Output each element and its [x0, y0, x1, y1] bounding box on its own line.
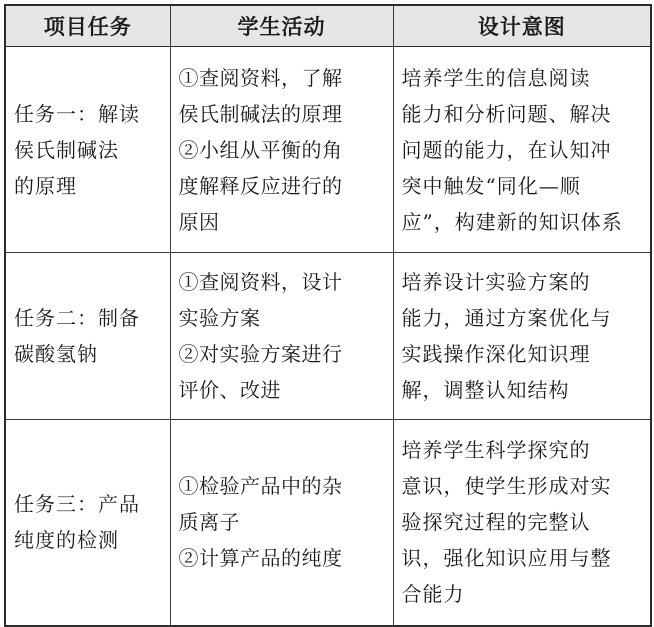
text-line: ①查阅资料，设计	[178, 270, 343, 294]
text-line: 培养设计实验方案的	[401, 270, 591, 294]
text-line: 培养学生科学探究的	[401, 438, 591, 463]
text-line: 侯氏制碱法的原理	[178, 101, 343, 126]
text-line: 碳酸氢钠	[14, 342, 98, 366]
text-line: 突中触发“同化—顺	[401, 173, 581, 198]
text-line: 任务一：解读	[14, 101, 140, 126]
text-line: 任务二：制备	[14, 306, 140, 330]
header-project-task: 项目任务	[5, 5, 170, 47]
text-line: ①查阅资料，了解	[178, 65, 343, 90]
activity-cell	[170, 253, 393, 420]
header-student-activity: 学生活动	[170, 5, 393, 47]
intent-cell	[393, 253, 651, 420]
table-row	[5, 253, 651, 420]
text-line: 度解释反应进行的	[178, 173, 343, 198]
task-design-table	[4, 4, 652, 627]
text-line: 评价、改进	[178, 378, 281, 402]
task-cell	[5, 47, 170, 253]
intent-cell	[393, 47, 651, 253]
text-line: 识，强化知识应用与整	[401, 546, 612, 571]
intent-cell	[393, 420, 651, 626]
text-line: 侯氏制碱法	[14, 137, 119, 162]
text-line: ①检验产品中的杂	[178, 474, 343, 499]
text-line: 的原理	[14, 173, 77, 198]
text-line: 能力和分析问题、解决	[401, 101, 612, 126]
text-line: 纯度的检测	[14, 528, 119, 553]
text-line: ②对实验方案进行	[178, 342, 343, 366]
text-line: 问题的能力，在认知冲	[401, 137, 612, 162]
text-line: 能力，通过方案优化与	[401, 306, 612, 330]
text-line: 原因	[178, 209, 220, 234]
table-row	[5, 420, 651, 626]
text-line: 实验方案	[178, 306, 261, 330]
text-line: ②计算产品的纯度	[178, 546, 343, 571]
text-line: 质离子	[178, 510, 240, 535]
text-line: 应”，构建新的知识体系	[401, 209, 623, 234]
text-line: 意识，使学生形成对实	[401, 474, 612, 499]
text-line: 解，调整认知结构	[401, 378, 570, 402]
text-line: 培养学生的信息阅读	[401, 65, 591, 90]
activity-cell	[170, 420, 393, 626]
activity-cell	[170, 47, 393, 253]
text-line: 验探究过程的完整认	[401, 510, 591, 535]
text-line: 合能力	[401, 582, 465, 607]
header-design-intent: 设计意图	[393, 5, 651, 47]
table-row	[5, 47, 651, 253]
task-cell	[5, 253, 170, 420]
header-row	[5, 5, 651, 47]
text-line: ②小组从平衡的角	[178, 137, 343, 162]
task-cell	[5, 420, 170, 626]
text-line: 实践操作深化知识理	[401, 342, 591, 366]
text-line: 任务三：产品	[14, 492, 140, 517]
